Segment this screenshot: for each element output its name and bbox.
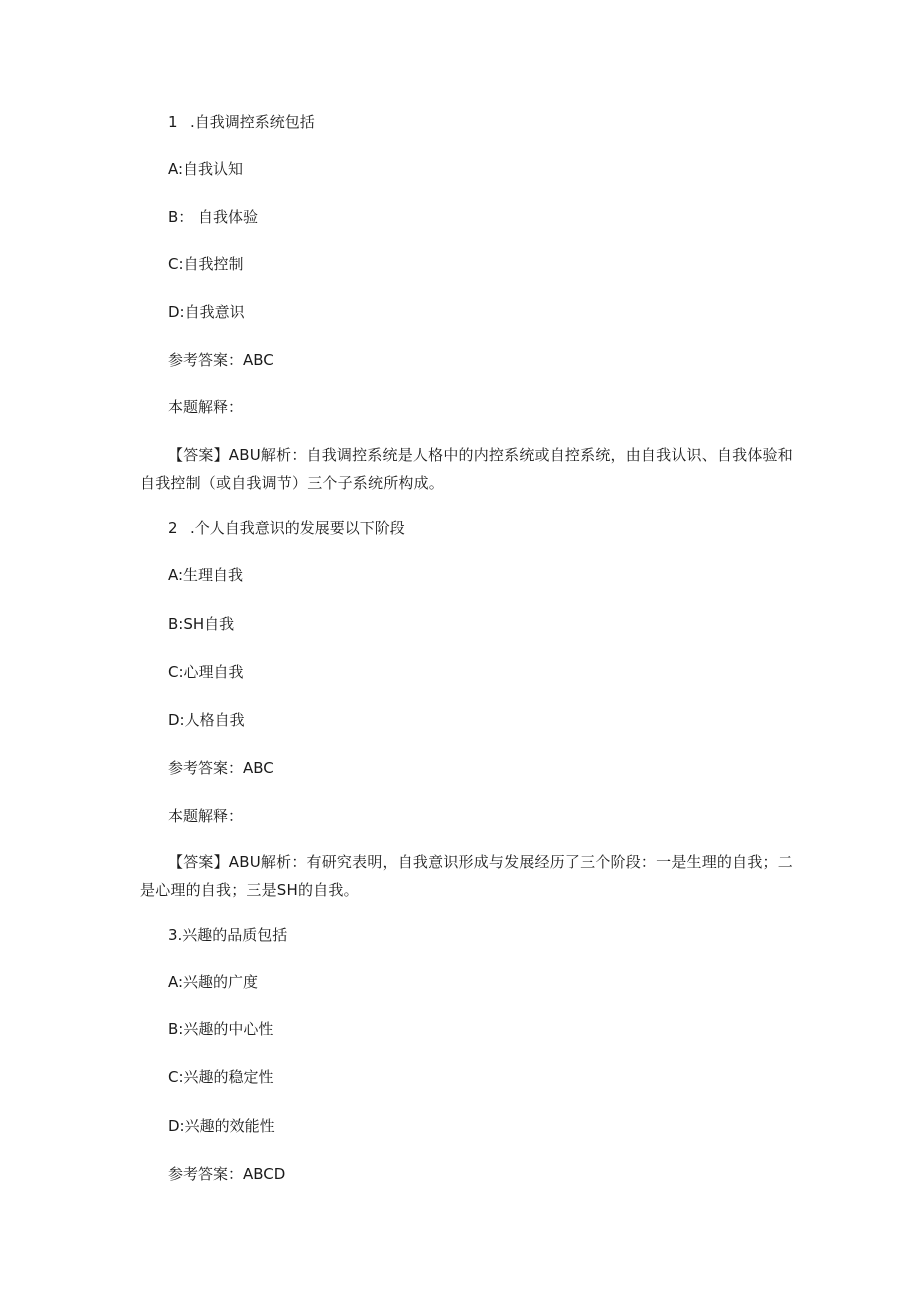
question-2-option-a: A:生理自我: [168, 566, 244, 584]
question-3-option-a: A:兴趣的广度: [168, 973, 259, 991]
question-2-number: 2: [168, 519, 178, 537]
question-1-option-b: B： 自我体验: [168, 208, 259, 226]
question-1-number: 1: [168, 113, 178, 131]
question-1-answer: 参考答案：ABC: [168, 351, 274, 369]
question-2-title: [168, 518, 405, 538]
question-2-explanation-label: 本题解释：: [168, 807, 244, 825]
question-2-explanation: 【答案】ABU解析：有研究表明，自我意识形成与发展经历了三个阶段：一是生理的自我；二是心理的自我；三是SH的自我。: [140, 853, 793, 899]
question-1-option-a: A:自我认知: [168, 160, 244, 178]
question-1-text: .自我调控系统包括: [190, 113, 315, 131]
question-3-option-d: D:兴趣的效能性: [168, 1117, 275, 1135]
question-3-option-b: B:兴趣的中心性: [168, 1020, 274, 1038]
question-1-explanation-label: 本题解释：: [168, 398, 244, 416]
question-1-option-c: C:自我控制: [168, 255, 244, 273]
question-1-title: [168, 112, 315, 132]
question-2-answer: 参考答案：ABC: [168, 759, 274, 777]
question-2-option-b: B:SH自我: [168, 615, 235, 633]
question-3-answer: 参考答案：ABCD: [168, 1165, 286, 1183]
question-3-option-c: C:兴趣的稳定性: [168, 1068, 274, 1086]
question-3-title: 3.兴趣的品质包括: [168, 926, 288, 944]
question-1-explanation: 【答案】ABU解析：自我调控系统是人格中的内控系统或自控系统，由自我认识、自我体验和自我控制（或自我调节）三个子系统所构成。: [140, 446, 793, 492]
question-2-option-c: C:心理自我: [168, 663, 244, 681]
question-2-option-d: D:人格自我: [168, 711, 245, 729]
question-2-text: .个人自我意识的发展要以下阶段: [190, 519, 405, 537]
question-1-option-d: D:自我意识: [168, 303, 245, 321]
